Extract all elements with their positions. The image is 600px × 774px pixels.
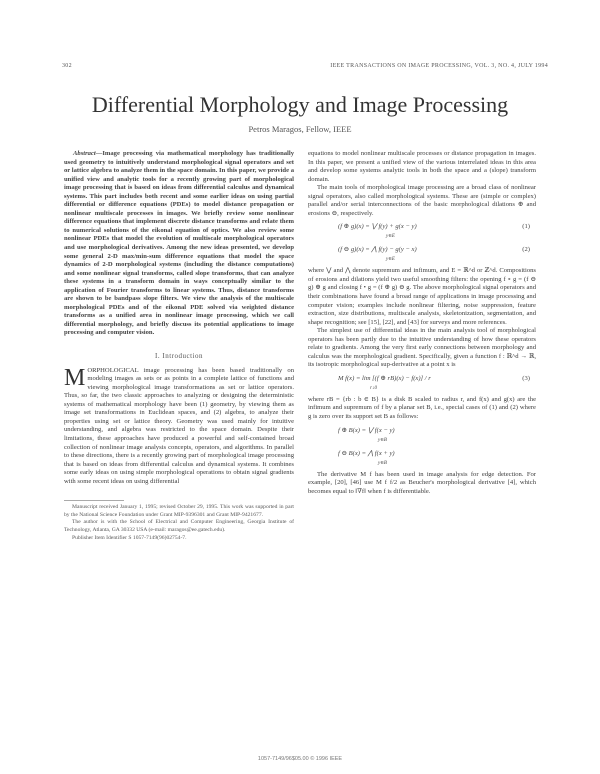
right-paragraph-5: where rB = {rb : b ∈ B} is a disk B scaled to radius r, and f(x) and g(x) are the infimum and supremum of f by a planar set B, i.e., special cases of (1) and (2) where g is zero over its support set B as follows: bbox=[308, 395, 536, 421]
footnote-pii: Publisher Item Identifier S 1057-7149(96)02754-7. bbox=[72, 534, 187, 541]
equation-4-body: f ⊕ B(x) = ⋁ f(x − y) bbox=[338, 426, 395, 434]
intro-text: ORPHOLOGICAL image processing has been based traditionally on modeling images as sets or as points in a complete lattice of functions and viewing morphological image transformations as set or lattice operators. Thus, so far, the two classic approaches to analyzing or designing the deterministic systems of mathematical morphology have been (1) geometry, by viewing them as image set transformations in Euclidean spaces, and (2) algebra, to analyze their properties using set or lattice theory. Geometry was used mainly for intuitive understanding, and algebra was restricted to the space domain. Despite their limitations, these approaches have produced a powerful and self-contained broad collection of nonlinear image analysis concepts, operators, and algorithms. In parallel to these directions, there is a recently growing part of morphological image processing that is based on ideas from differential calculus and dynamical systems. It combines some early ideas on using simple morphological operations to obtain signal gradients with some recent ideas on using differential bbox=[64, 366, 294, 485]
section-heading: I. Introduction bbox=[155, 352, 203, 361]
drop-cap: M bbox=[64, 364, 86, 391]
paper-title: Differential Morphology and Image Processing bbox=[91, 92, 509, 117]
equation-3-number: (3) bbox=[522, 374, 530, 382]
equation-2-body: (f ⊖ g)(x) = ⋀ f(y) − g(y − x) bbox=[338, 246, 417, 254]
running-header bbox=[62, 63, 548, 75]
paper-author: Petros Maragos, Fellow, IEEE bbox=[248, 124, 352, 134]
equation-5-subscript: y∈B bbox=[378, 460, 387, 466]
equation-5-body: f ⊖ B(x) = ⋀ f(x + y) bbox=[338, 449, 395, 457]
footnote-affiliation: The author is with the School of Electrical and Computer Engineering, Georgia Institute of Technology, Atlanta, GA 30332 USA (e-mail: maragos@ee.gatech.edu). bbox=[64, 519, 294, 534]
equation-2-subscript: y∈E bbox=[386, 257, 395, 263]
equation-1-number: (1) bbox=[522, 223, 530, 231]
footnote bbox=[64, 504, 294, 542]
right-paragraph-2: The main tools of morphological image processing are a broad class of nonlinear signal operators, also called morphological systems. These are (simple or complex) parallel and/or serial interconnections of the basic morphological dilations ⊕ and erosions ⊖, respectively. bbox=[308, 184, 536, 217]
right-column bbox=[308, 150, 536, 496]
page-number: 302 bbox=[62, 63, 72, 69]
equation-1-body: (f ⊕ g)(x) = ⋁ f(y) + g(x − y) bbox=[338, 223, 417, 231]
equation-2-number: (2) bbox=[522, 246, 530, 254]
abstract-label: Abstract— bbox=[73, 150, 103, 157]
footnote-rule bbox=[64, 500, 124, 501]
abstract bbox=[64, 150, 294, 338]
equation-3-body: M f(x) = lim [(f ⊕ rB)(x) − f(x)] / r bbox=[338, 374, 431, 382]
right-paragraph-1: equations to model nonlinear multiscale processes or distance propagation in images. In this paper, we present a unified view of the various interrelated ideas in this area and develop some systems analytic tools in both the space and a (slope) transform domain. bbox=[308, 150, 536, 183]
copyright-line: 1057-7149/96$05.00 © 1996 IEEE bbox=[257, 756, 343, 762]
equation-2 bbox=[308, 244, 536, 264]
left-column bbox=[64, 150, 294, 542]
equation-1-subscript: y∈E bbox=[386, 234, 395, 240]
equation-3 bbox=[308, 373, 536, 393]
abstract-text: Image processing via mathematical morphology has traditionally used geometry to intuitively understand morphological signal operators and set or lattice algebra to analyze them in the space domain. In this paper, we provide a unified view and analytic tools for a recently growing part of morphological image processing that is based on ideas from differential calculus and dynamical systems. This part includes both recent and some earlier ideas on using partial differential or difference equations (PDEs) to model distance propagation or nonlinear multiscale processes in images. We briefly review some nonlinear difference equations that implement discrete distance transforms and relate them to numerical solutions of the eikonal equation of optics. We also review some nonlinear PDEs that model the evolution of multiscale morphological operators and use morphological derivatives. Among the new ideas presented, we develop some general 2-D max/min-sum difference equations that model the space dynamics of 2-D morphological systems (including the distance computations) and some nonlinear signal transforms, called slope transforms, that can analyze these systems in a transform domain in ways conceptually similar to the application of Fourier transforms to linear systems. Thus, distance transforms are shown to be bandpass slope filters. We view the analysis of the multiscale morphological PDEs and of the eikonal PDE solved via weighted distance transforms as a unified area in nonlinear image processing, which we call differential morphology, and briefly discuss its potential applications to image processing and computer vision. bbox=[64, 150, 294, 337]
footnote-received: Manuscript received January 1, 1995; revised October 29, 1995. This work was supported in part by the National Science Foundation under Grant MIP-9396301 and Grant MIP-9421677. bbox=[64, 504, 294, 518]
right-paragraph-4: The simplest use of differential ideas in the main analysis tool of morphological operators has been partly due to the intuitive understanding of how these operators relate to gradients. Among the very first early connections between morphology and calculus was the morphological gradient. Specifically, given a function f : ℝ^d → ℝ, its isotropic morphological sup-derivative at a point x is bbox=[308, 327, 536, 369]
right-paragraph-3: where ⋁ and ⋀ denote supremum and infimum, and E = ℝ^d or ℤ^d. Compositions of erosions and dilations yield two useful smoothing filters: the opening f ∘ g = (f ⊖ g) ⊕ g and closing f • g = (f ⊕ g) ⊖ g. The above morphological signal operators and their combinations have found a broad range of applications in image processing and computer vision; examples include nonlinear filtering, noise suppression, feature extraction, size distributions, multiscale analysis, skeletonization, segmentation, and shape recognition; see [15], [22], and [43] for surveys and more references. bbox=[308, 267, 536, 326]
intro-paragraph bbox=[64, 364, 294, 487]
equation-4-subscript: y∈B bbox=[378, 437, 387, 443]
journal-header: IEEE TRANSACTIONS ON IMAGE PROCESSING, VOL. 3, NO. 4, JULY 1994 bbox=[330, 63, 548, 69]
right-paragraph-6: The derivative M f has been used in image analysis for edge detection. For example, [20], [46] use M f f/2 as Beucher's morphological derivative [4], which becomes equal to ‖∇f‖ when f is differentiable. bbox=[308, 470, 536, 495]
equation-4 bbox=[308, 425, 536, 445]
equation-3-subscript: r↓0 bbox=[370, 385, 377, 391]
equation-5 bbox=[308, 448, 536, 468]
equation-1 bbox=[308, 221, 536, 241]
